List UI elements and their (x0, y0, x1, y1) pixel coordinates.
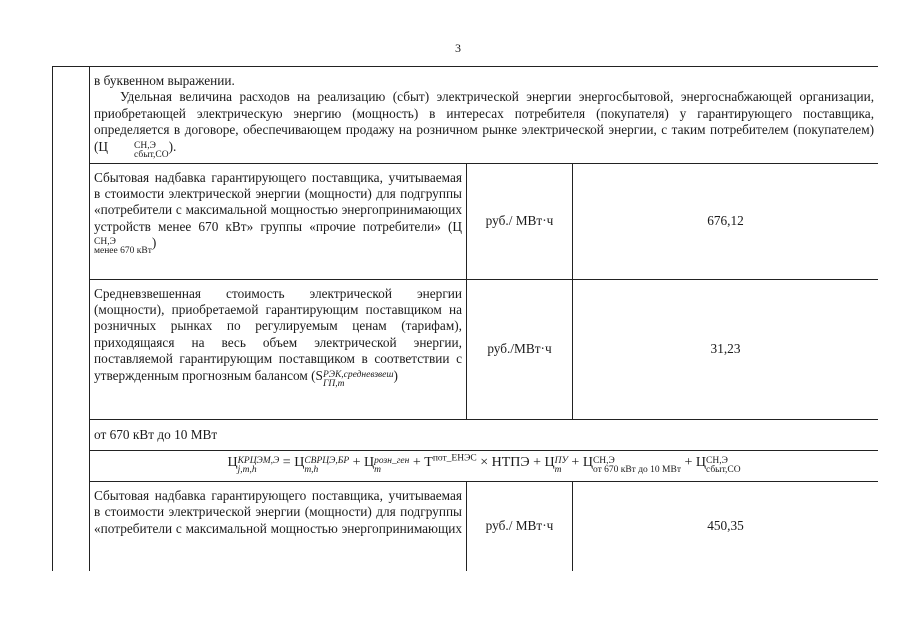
row-description-cell (90, 279, 467, 419)
section-row (53, 419, 879, 450)
formula-symbol: Ц (364, 455, 375, 471)
row-symbol-indices (323, 371, 394, 389)
row-unit: руб./ МВт·ч (467, 482, 573, 571)
formula-sub: сбыт,СО (706, 465, 741, 476)
row-value: 450,35 (573, 482, 879, 571)
row-symbol-indices (94, 238, 152, 256)
section-label-cell (90, 419, 879, 450)
intro-tail: ). (168, 138, 177, 154)
formula-operator: + (352, 455, 361, 471)
formula-sup: пот_ЕНЭС (432, 453, 477, 464)
formula-indices (706, 457, 741, 475)
formula-symbol: Ц (582, 455, 593, 471)
row-value: 676,12 (573, 163, 879, 279)
intro-symbol-sub: сбыт,СО (134, 149, 169, 160)
formula-sub: от 670 кВт до 10 МВт (592, 465, 681, 476)
formula-symbol: Ц (294, 455, 305, 471)
intro-paragraph-text: Удельная величина расходов на реализацию (сбыт) электрической энергии энергосбытовой, энергоснабжающей организации, приобретающей электрическую энергию (мощность) в интересах потребителя (покупателя) у гарантирующего поставщика, определяется в договоре, обеспечивающем продажу на розничном рынке электрической энергии, с таким потребителем (покупателем) (Ц (94, 89, 875, 154)
table-row (53, 163, 879, 279)
row-description-cell (90, 482, 467, 571)
row-unit: руб./ МВт·ч (467, 163, 573, 279)
row-tail: ) (151, 235, 157, 251)
row-description: Средневзвешенная стоимость электрической энергии (мощности), приобретаемой гарантирующим поставщиком на розничных рынках по регулируемым ценам (тарифам), приходящаяся на весь объем электрической энергии, поставляемой гарантирующим поставщиком в соответствии с утвержденным прогнозным балансом (S (94, 285, 462, 383)
row-value: 31,23 (573, 279, 879, 419)
formula-sub: m (554, 465, 562, 476)
table-row (53, 482, 879, 571)
row-description-cell (90, 163, 467, 279)
row-symbol-sup: РЭК,средневзвеш (322, 369, 394, 380)
formula-row (53, 451, 879, 482)
row-symbol-sup: СН,Э (94, 237, 116, 248)
formula-sup: ПУ (554, 456, 568, 467)
formula-indices (238, 457, 280, 475)
tariff-table-wrapper (52, 66, 878, 571)
formula-operator: + (533, 455, 542, 471)
formula-operator: + (412, 455, 421, 471)
formula-operator: + (684, 455, 693, 471)
row-description: Сбытовая надбавка гарантирующего поставщика, учитываемая в стоимости электрической энергии (мощности) для подгруппы «потребители с максимальной мощностью энергопринимающих (94, 488, 462, 536)
formula-operator: + (571, 455, 580, 471)
formula-sup: розн_ген (374, 456, 410, 467)
number-column (53, 67, 90, 572)
row-unit: руб./МВт·ч (467, 279, 573, 419)
formula-sup: СН,Э (592, 456, 615, 467)
formula-sub: m (374, 465, 382, 476)
formula-indices (374, 457, 409, 475)
formula-sub: j,m,h (237, 465, 257, 476)
row-symbol-sub: менее 670 кВт (94, 246, 152, 257)
formula-operator: = (282, 455, 291, 471)
formula-symbol: Ц (227, 455, 238, 471)
formula-sup: КРЦЭМ,Э (237, 456, 280, 467)
formula-symbol: T (424, 455, 433, 471)
intro-cell (90, 67, 879, 164)
row-description: Сбытовая надбавка гарантирующего поставщика, учитываемая в стоимости электрической энергии (мощности) для подгруппы «потребители с максимальной мощностью энергопринимающих устройств менее 670 кВт» группы «прочие потребители» (Ц (94, 169, 462, 234)
formula-sup: СВРЦЭ,БР (304, 456, 350, 467)
intro-paragraph (94, 89, 874, 159)
formula-indices (555, 457, 568, 475)
formula-symbol: Ц (695, 455, 707, 471)
tariff-table (52, 66, 878, 571)
page-number: 3 (455, 41, 461, 55)
intro-line: в буквенном выражении. (94, 73, 235, 88)
row-tail: ) (393, 367, 398, 383)
formula-cell (90, 451, 879, 482)
table-row (53, 279, 879, 419)
formula-indices (304, 457, 349, 475)
section-label: от 670 кВт до 10 МВт (94, 426, 218, 442)
formula-indices (593, 457, 681, 475)
formula-sup: СН,Э (706, 456, 728, 467)
formula-operator: × (480, 455, 489, 471)
intro-symbol-indices (108, 142, 169, 160)
intro-symbol-sup: СН,Э (134, 140, 156, 151)
formula-symbol: НТПЭ (491, 455, 530, 471)
intro-row (53, 67, 879, 164)
pricing-formula (90, 451, 878, 481)
row-symbol-sub: ГП,m (322, 378, 345, 389)
formula-sub: m,h (304, 465, 319, 476)
formula-symbol: Ц (544, 455, 555, 471)
